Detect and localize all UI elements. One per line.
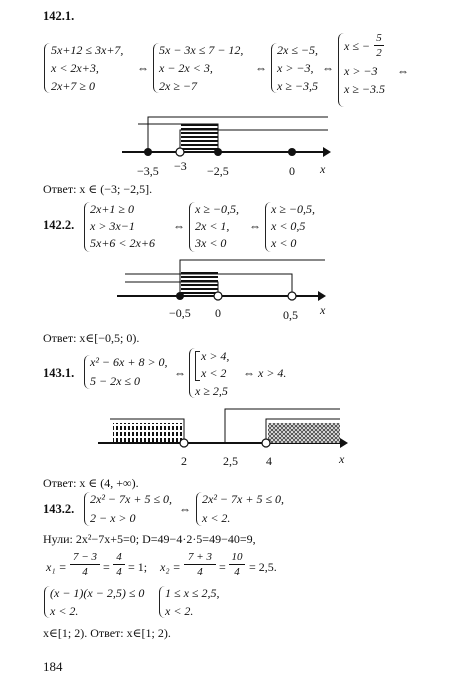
- closed-point: [176, 292, 184, 300]
- equation-line: x < 2: [201, 366, 227, 380]
- equation-line: 2x < 1,: [195, 219, 230, 233]
- axis-label: x: [339, 452, 345, 466]
- equation-line: x < 0,5: [271, 219, 306, 233]
- equation-line: 2x² − 7x + 5 ≤ 0,: [202, 492, 285, 506]
- fraction-denominator: 4: [234, 566, 240, 578]
- fraction: [229, 551, 245, 578]
- equation-line: 3x < 0: [195, 236, 227, 250]
- tick-label: 2,5: [223, 454, 238, 468]
- equation-line: x ≥ 2,5: [195, 384, 228, 398]
- equation-line: x < 2.: [50, 604, 79, 618]
- tick-label: −3,5: [137, 164, 159, 178]
- equivalence-sign: ⇔: [174, 366, 186, 380]
- fraction-denominator: 4: [82, 566, 88, 578]
- fraction-denominator: 4: [197, 566, 203, 578]
- equation-line: 2x+1 ≥ 0: [90, 202, 135, 216]
- fraction-bar: [70, 564, 100, 565]
- equation-line: x ≥ −3.5: [344, 82, 386, 96]
- tick-label: −2,5: [207, 164, 229, 178]
- fraction: [70, 551, 100, 578]
- fraction-bar: [229, 564, 245, 565]
- equivalence-sign: ⇔: [322, 61, 334, 75]
- equivalence-sign: ⇔: [173, 219, 185, 233]
- root-x2-value: = 2,5.: [249, 560, 277, 574]
- equation-line: 5x − 3x ≤ 7 − 12,: [159, 43, 244, 57]
- solution-hatch: [181, 124, 218, 151]
- page-number: 184: [43, 659, 63, 674]
- problem-number-143-2: 143.2.: [43, 502, 75, 516]
- equation-line: x < 2x+3,: [51, 61, 99, 75]
- equation-line: x² − 6x + 8 > 0,: [90, 355, 168, 369]
- open-point: [288, 292, 296, 300]
- fraction-denominator: 4: [116, 566, 122, 578]
- equation-line: 2x ≥ −7: [159, 79, 198, 93]
- equation-line: 5 − 2x ≤ 0: [90, 374, 141, 388]
- fraction: [184, 551, 216, 578]
- solution-hatch: [181, 270, 218, 295]
- closed-point: [214, 148, 222, 156]
- fraction-denominator: 2: [376, 47, 382, 59]
- tick-label: 0,5: [283, 308, 298, 322]
- equation-line: x > 3x−1: [90, 219, 135, 233]
- equation-line: 5x+6 < 2x+6: [90, 236, 155, 250]
- equation-line: x ≥ −3,5: [277, 79, 319, 93]
- equation-line: x ≤ −: [344, 39, 371, 53]
- equation-line: (x − 1)(x − 2,5) ≤ 0: [50, 586, 145, 600]
- tick-label: 2: [181, 454, 187, 468]
- equation-line: x − 2x < 3,: [159, 61, 213, 75]
- axis-arrow: [318, 291, 326, 301]
- open-point: [176, 148, 184, 156]
- equals-sign: =: [219, 560, 226, 574]
- equation-line: x < 2.: [165, 604, 194, 618]
- axis-label: x: [320, 303, 326, 317]
- zero-point: [288, 148, 296, 156]
- axis-arrow: [340, 438, 348, 448]
- open-point: [214, 292, 222, 300]
- equals-sign: =: [103, 560, 110, 574]
- tick-label: −0,5: [169, 306, 191, 320]
- equation-line: 2 − x > 0: [90, 511, 136, 525]
- root-x2-label: x₂ =: [160, 560, 181, 574]
- equivalence-sign: ⇔: [397, 64, 409, 78]
- solution-hatch: [113, 423, 183, 443]
- union-bracket: [195, 351, 200, 381]
- tick-label: 0: [215, 306, 221, 320]
- fraction-numerator: 7 + 3: [188, 551, 212, 563]
- number-line-142-1: [122, 117, 331, 157]
- fraction-bar: [184, 564, 216, 565]
- equivalence-sign: ⇔: [255, 61, 267, 75]
- equivalence-sign: ⇔: [137, 61, 149, 75]
- problem-number-142-1: 142.1.: [43, 9, 75, 23]
- fraction-numerator: 5: [376, 32, 382, 44]
- solution-hatch: [268, 423, 340, 443]
- fraction: [113, 551, 125, 578]
- problem-number-142-2: 142.2.: [43, 218, 75, 232]
- equation-line: x ≥ −0,5,: [271, 202, 316, 216]
- fraction-numerator: 4: [116, 551, 122, 563]
- equation-line: x < 2.: [202, 511, 231, 525]
- equivalence-sign: ⇔: [249, 219, 261, 233]
- tick-label: −3: [174, 159, 187, 173]
- root-x1-value: = 1;: [128, 560, 148, 574]
- equation-line: x > 4,: [201, 349, 230, 363]
- equation-line: x ≥ −0,5,: [195, 202, 240, 216]
- equation-line: x < 0: [271, 236, 297, 250]
- equation-line: 1 ≤ x ≤ 2,5,: [165, 586, 220, 600]
- equation-line: x > −3,: [277, 61, 314, 75]
- result-text: ⇔ x > 4.: [243, 366, 287, 380]
- answer-text: Ответ: x ∈ (−3; −2,5].: [43, 182, 153, 196]
- answer-text: Ответ: x∈[−0,5; 0).: [43, 331, 140, 345]
- fraction-bar: [113, 564, 125, 565]
- equation-line: 2x ≤ −5,: [277, 43, 319, 57]
- root-x1-label: x₁ =: [46, 560, 67, 574]
- equivalence-sign: ⇔: [179, 502, 191, 516]
- axis-arrow: [323, 147, 331, 157]
- equation-line: 5x+12 ≤ 3x+7,: [51, 43, 124, 57]
- closed-point: [144, 148, 152, 156]
- problem-number-143-1: 143.1.: [43, 366, 75, 380]
- number-line-143-1: [98, 409, 348, 448]
- tick-label: 0: [289, 164, 295, 178]
- fraction-numerator: 10: [231, 551, 243, 563]
- equation-line: 2x+7 ≥ 0: [51, 79, 96, 93]
- final-answer: x∈[1; 2). Ответ: x∈[1; 2).: [43, 626, 171, 640]
- tick-label: 4: [266, 454, 272, 468]
- equation-line: x > −3: [344, 64, 378, 78]
- equation-line: 2x² − 7x + 5 ≤ 0,: [90, 492, 173, 506]
- open-point: [180, 439, 188, 447]
- fraction-numerator: 7 − 3: [73, 551, 97, 563]
- answer-text: Ответ: x ∈ (4, +∞).: [43, 476, 139, 490]
- zeros-line: Нули: 2x²−7x+5=0; D=49−4·2·5=49−40=9,: [43, 532, 256, 546]
- number-line-142-2: [117, 260, 326, 301]
- axis-label: x: [320, 162, 326, 176]
- open-point: [262, 439, 270, 447]
